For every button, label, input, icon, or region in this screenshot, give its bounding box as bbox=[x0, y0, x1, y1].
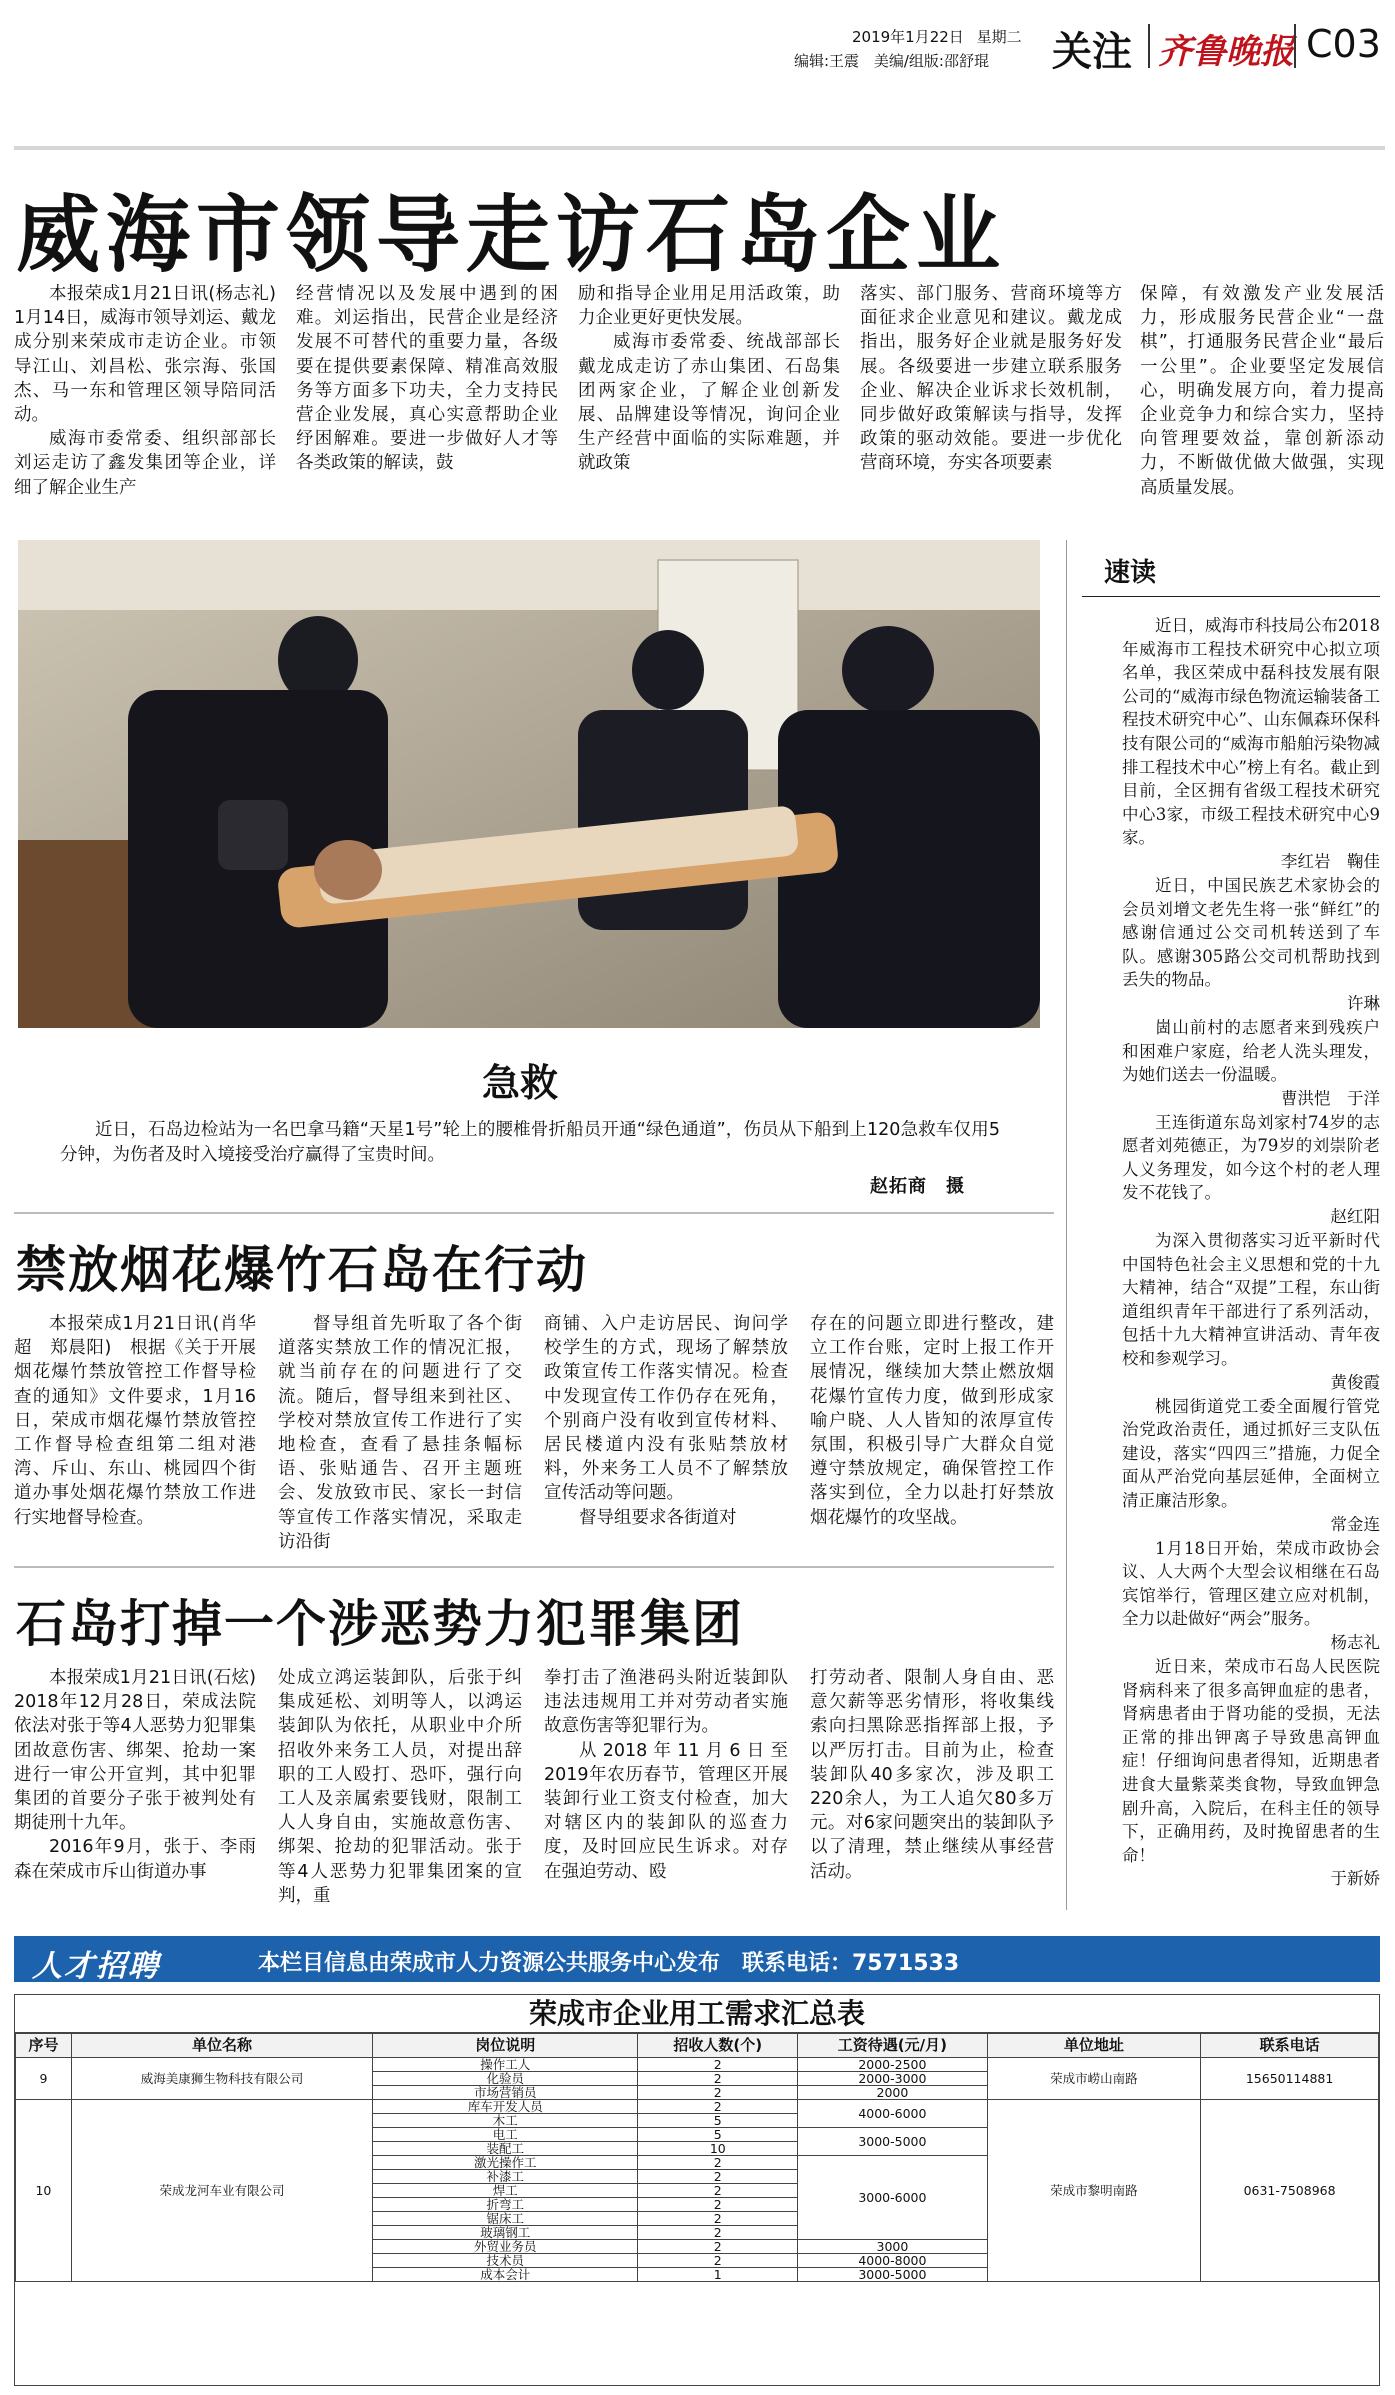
cell-post: 木工 bbox=[373, 2114, 638, 2128]
quick-read-item-byline: 黄俊霞 bbox=[1330, 1372, 1380, 1392]
cell-pay: 2000-2500 bbox=[798, 2058, 988, 2072]
col-header-address: 单位地址 bbox=[987, 2034, 1200, 2058]
cell-phone: 0631-7508968 bbox=[1201, 2100, 1379, 2282]
page-number: C03 bbox=[1306, 22, 1381, 66]
main-headline: 威海市领导走访石岛企业 bbox=[16, 186, 1007, 284]
cell-count: 5 bbox=[638, 2128, 798, 2142]
cell-pay: 3000 bbox=[798, 2240, 988, 2254]
quick-read-item bbox=[1122, 1111, 1380, 1229]
quick-read-title: 速读 bbox=[1104, 558, 1157, 588]
cell-pay: 4000-6000 bbox=[798, 2100, 988, 2128]
quick-read-item-byline: 常金连 bbox=[1330, 1514, 1380, 1534]
cell-post: 激光操作工 bbox=[373, 2156, 638, 2170]
cell-post: 技术员 bbox=[373, 2254, 638, 2268]
cell-count: 2 bbox=[638, 2184, 798, 2198]
quick-read-item-text: 崮山前村的志愿者来到残疾户和困难户家庭，给老人洗头理发，为她们送去一份温暖。 bbox=[1122, 1017, 1380, 1085]
story2-top-rule bbox=[14, 1212, 1054, 1214]
cell-pay: 2000-3000 bbox=[798, 2072, 988, 2086]
cell-phone: 15650114881 bbox=[1201, 2058, 1379, 2100]
quick-read-item bbox=[1122, 1016, 1380, 1111]
quick-read-item bbox=[1122, 1395, 1380, 1537]
photo-credit: 赵拓商 摄 bbox=[870, 1176, 965, 1197]
main-col3-p2: 威海市委常委、统战部部长戴龙成走访了赤山集团、石岛集团两家企业，了解企业创新发展、品牌建设等情况，询问企业生产经营中面临的实际难题，并就政策 bbox=[578, 332, 840, 474]
quick-read-item-byline: 曹洪恺 于洋 bbox=[1281, 1088, 1380, 1108]
cell-count: 2 bbox=[638, 2072, 798, 2086]
rescue-photo-illustration bbox=[18, 540, 1040, 1028]
story3-col1-p2: 2016年9月，张于、李雨森在荣成市斥山街道办事 bbox=[14, 1837, 256, 1882]
story3-col1-p1: 本报荣成1月21日讯(石炫) 2018年12月28日，荣成法院依法对张于等4人恶势力犯罪集团故意伤害、绑架、抢劫一案进行一审公开宣判，其中犯罪集团的首要分子张于被判处有期徒刑十九年。 bbox=[14, 1668, 274, 1834]
cell-count: 5 bbox=[638, 2114, 798, 2128]
main-col1-p2: 威海市委常委、组织部部长刘运走访了鑫发集团等企业，详细了解企业生产 bbox=[14, 429, 276, 498]
story3-col-2: 处成立鸿运装卸队，后张于纠集成延松、刘明等人，以鸿运装卸队为依托，从职业中介所招收外来务工人员，对提出辞职的工人殴打、恐吓，强行向工人及亲属索要钱财，限制工人人身自由，实施故意伤害、绑架、抢劫的犯罪活动。张于等4人恶势力犯罪集团案的宣判，重 bbox=[278, 1668, 522, 1906]
cell-company: 荣成龙河车业有限公司 bbox=[71, 2100, 372, 2282]
cell-pay: 2000 bbox=[798, 2086, 988, 2100]
designer-text: 美编/组版:邵舒琨 bbox=[873, 52, 989, 70]
quick-read-item-byline: 李红岩 鞠佳 bbox=[1281, 851, 1380, 871]
story3-col-3 bbox=[544, 1666, 788, 1884]
col-header-post: 岗位说明 bbox=[373, 2034, 638, 2058]
col-header-company: 单位名称 bbox=[71, 2034, 372, 2058]
story3-top-rule bbox=[14, 1566, 1054, 1568]
story2-col-2: 督导组首先听取了各个街道落实禁放工作的情况汇报，就当前存在的问题进行了交流。随后，督导组来到社区、学校对禁放宣传工作进行了实地检查，查看了悬挂条幅标语、张贴通告、召开主题班会、发放致市民、家长一封信等宣传工作落实情况，采取走访沿街 bbox=[278, 1314, 522, 1552]
col-header-phone: 联系电话 bbox=[1201, 2034, 1379, 2058]
main-col-4: 落实、部门服务、营商环境等方面征求企业意见和建议。戴龙成指出，服务好企业就是服务好发展。各级要进一步建立联系服务企业、解决企业诉求长效机制，同步做好政策解读与指导，发挥政策的驱动效能。要进一步优化营商环境，夯实各项要素 bbox=[860, 284, 1122, 474]
quick-read-item-text: 王连街道东岛刘家村74岁的志愿者刘苑德正，为79岁的刘崇阶老人义务理发，如今这个村的老人理发不花钱了。 bbox=[1122, 1112, 1380, 1203]
recruit-table bbox=[15, 2033, 1379, 2282]
cell-post: 成本会计 bbox=[373, 2268, 638, 2282]
main-col-3 bbox=[578, 282, 840, 476]
cell-count: 2 bbox=[638, 2226, 798, 2240]
editor-text: 编辑:王震 bbox=[794, 52, 860, 70]
recruit-table-title: 荣成市企业用工需求汇总表 bbox=[15, 1995, 1379, 2033]
cell-count: 1 bbox=[638, 2268, 798, 2282]
cell-post: 外贸业务员 bbox=[373, 2240, 638, 2254]
quick-read-title-rule bbox=[1082, 596, 1380, 597]
newspaper-logo: 齐鲁晚报 bbox=[1158, 32, 1294, 72]
quick-read-item-text: 桃园街道党工委全面履行管党治党政治责任，通过抓好三支队伍建设，落实“四四三”措施，力促全面从严治党向基层延伸，全面树立清正廉洁形象。 bbox=[1122, 1396, 1380, 1510]
masthead bbox=[14, 10, 1385, 80]
quick-read-item bbox=[1122, 614, 1380, 874]
recruit-table-header-row bbox=[16, 2034, 1379, 2058]
cell-post: 化验员 bbox=[373, 2072, 638, 2086]
cell-post: 补漆工 bbox=[373, 2170, 638, 2184]
cell-address: 荣成市黎明南路 bbox=[987, 2100, 1200, 2282]
recruit-banner-logo: 人才招聘 bbox=[32, 1949, 160, 1984]
editor-credits bbox=[794, 50, 989, 71]
quick-read-item-byline: 于新娇 bbox=[1330, 1869, 1380, 1889]
quick-read-item-byline: 杨志礼 bbox=[1330, 1632, 1380, 1652]
main-col-5: 保障，有效激发产业发展活力，形成服务民营企业“一盘棋”，打通服务民营企业“最后一公里”。企业要坚定发展信心，明确发展方向，着力提高企业竞争力和综合实力，坚持向管理要效益，靠创新添动力，不断做优做大做强，实现高质量发展。 bbox=[1140, 284, 1384, 498]
quick-read-item bbox=[1122, 1229, 1380, 1395]
quick-read-list bbox=[1122, 614, 1380, 1891]
story2-col-4: 存在的问题立即进行整改，建立工作台账，定时上报工作开展情况，继续加大禁止燃放烟花爆竹宣传力度，做到形成家喻户晓、人人皆知的浓厚宣传氛围，积极引导广大群众自觉遵守禁放规定，确保管控工作落实到位，全力以赴打好禁放烟花爆竹的攻坚战。 bbox=[810, 1314, 1054, 1528]
cell-company: 威海美康狮生物科技有限公司 bbox=[71, 2058, 372, 2100]
cell-post: 折弯工 bbox=[373, 2198, 638, 2212]
cell-post: 装配工 bbox=[373, 2142, 638, 2156]
quick-read-item-text: 近日，威海市科技局公布2018年威海市工程技术研究中心拟立项名单，我区荣成中磊科技发展有限公司的“威海市绿色物流运输装备工程技术研究中心”、山东佩森环保科技有限公司的“威海市船舶污染物减排工程技术中心”榜上有名。截止到目前，全区拥有省级工程技术研究中心3家，市级工程技术研究中心9家。 bbox=[1122, 616, 1380, 848]
quick-read-item bbox=[1122, 1537, 1380, 1655]
col-header-pay: 工资待遇(元/月) bbox=[798, 2034, 988, 2058]
divider-bar-2 bbox=[1294, 24, 1296, 68]
cell-post: 玻璃钢工 bbox=[373, 2226, 638, 2240]
cell-no: 9 bbox=[16, 2058, 72, 2100]
table-row bbox=[16, 2058, 1379, 2072]
story3-col-4: 打劳动者、限制人身自由、恶意欠薪等恶劣情形，将收集线索向扫黑除恶指挥部上报，予以严厉打击。目前为止，检查装卸队40多家次，涉及职工220余人，为工人追欠80多万元。对6家问题突出的装卸队予以了清理，禁止继续从事经营活动。 bbox=[810, 1668, 1054, 1882]
sidebar-divider bbox=[1066, 540, 1067, 1910]
rescue-photo bbox=[18, 540, 1040, 1028]
cell-pay: 3000-6000 bbox=[798, 2156, 988, 2240]
recruit-banner bbox=[14, 1936, 1380, 1982]
main-story-body bbox=[14, 282, 1384, 522]
quick-read-item-byline: 赵红阳 bbox=[1330, 1207, 1380, 1227]
cell-post: 市场营销员 bbox=[373, 2086, 638, 2100]
cell-count: 2 bbox=[638, 2198, 798, 2212]
cell-count: 2 bbox=[638, 2086, 798, 2100]
date-text: 2019年1月22日 bbox=[852, 28, 964, 46]
table-row bbox=[16, 2100, 1379, 2114]
cell-count: 2 bbox=[638, 2254, 798, 2268]
story2-headline: 禁放烟花爆竹石岛在行动 bbox=[16, 1241, 588, 1299]
cell-post: 电工 bbox=[373, 2128, 638, 2142]
cell-post: 库车开发人员 bbox=[373, 2100, 638, 2114]
cell-count: 10 bbox=[638, 2142, 798, 2156]
photo-caption-title: 急救 bbox=[482, 1061, 559, 1105]
col-header-count: 招收人数(个) bbox=[638, 2034, 798, 2058]
cell-count: 2 bbox=[638, 2156, 798, 2170]
quick-read-item bbox=[1122, 874, 1380, 1016]
quick-read-item bbox=[1122, 1655, 1380, 1891]
story3-col3-p2: 从2018年11月6日至2019年农历春节，管理区开展装卸行业工资支付检查，加大对辖区内的装卸队的巡查力度，及时回应民生诉求。对存在强迫劳动、殴 bbox=[544, 1740, 788, 1882]
quick-read-item-text: 为深入贯彻落实习近平新时代中国特色社会主义思想和党的十九大精神，结合“双提”工程，东山街道组织青年干部进行了系列活动，包括十九大精神宣讲活动、青年夜校和参观学习。 bbox=[1122, 1231, 1380, 1369]
story3-col-1 bbox=[14, 1666, 274, 1884]
cell-address: 荣成市崂山南路 bbox=[987, 2058, 1200, 2100]
quick-read-column bbox=[1082, 540, 1380, 1920]
cell-pay: 4000-8000 bbox=[798, 2254, 988, 2268]
cell-count: 2 bbox=[638, 2100, 798, 2114]
quick-read-item-text: 近日，中国民族艺术家协会的会员刘增文老先生将一张“鲜红”的感谢信通过公交司机转送到了车队。感谢305路公交司机帮助找到丢失的物品。 bbox=[1122, 875, 1380, 990]
weekday-text: 星期二 bbox=[976, 28, 1022, 46]
issue-date bbox=[852, 26, 1022, 47]
story3-body bbox=[14, 1666, 1054, 1916]
cell-post: 锯床工 bbox=[373, 2212, 638, 2226]
story3-headline: 石岛打掉一个涉恶势力犯罪集团 bbox=[16, 1595, 744, 1653]
main-col-1 bbox=[14, 282, 276, 500]
header-rule bbox=[14, 146, 1385, 150]
cell-count: 2 bbox=[638, 2212, 798, 2226]
cell-no: 10 bbox=[16, 2100, 72, 2282]
recruit-table-box bbox=[14, 1994, 1380, 2386]
cell-post: 操作工人 bbox=[373, 2058, 638, 2072]
cell-count: 2 bbox=[638, 2058, 798, 2072]
story2-col3-p2: 督导组要求各街道对 bbox=[579, 1507, 737, 1528]
main-col1-p1: 本报荣成1月21日讯(杨志礼) 1月14日，威海市领导刘运、戴龙成分别来荣成市走访企业。市领导江山、刘昌松、张宗海、张国杰、马一东和管理区领导陪同活动。 bbox=[14, 284, 276, 426]
story2-col-1: 本报荣成1月21日讯(肖华超 郑晨阳) 根据《关于开展烟花爆竹禁放管控工作督导检查的通知》文件要求，1月16日，荣成市烟花爆竹禁放管控工作督导检查组第二组对港湾、斥山、东山、桃园四个街道办事处烟花爆竹禁放工作进行实地督导检查。 bbox=[14, 1314, 256, 1528]
cell-pay: 3000-5000 bbox=[798, 2268, 988, 2282]
story2-col3-p1: 商铺、入户走访居民、询问学校学生的方式，现场了解禁放政策宣传工作落实情况。检查中发现宣传工作仍存在死角，个别商户没有收到宣传材料、居民楼道内没有张贴禁放材料，外来务工人员不了解禁放宣传活动等问题。 bbox=[544, 1314, 788, 1504]
story3-col3-p1: 拳打击了渔港码头附近装卸队违法违规用工并对劳动者实施故意伤害等犯罪行为。 bbox=[544, 1668, 788, 1737]
section-label: 关注 bbox=[1052, 29, 1132, 75]
quick-read-item-byline: 许琳 bbox=[1347, 993, 1380, 1013]
cell-count: 2 bbox=[638, 2240, 798, 2254]
recruit-banner-text: 本栏目信息由荣成市人力资源公共服务中心发布 联系电话：7571533 bbox=[258, 1951, 960, 1976]
quick-read-item-text: 1月18日开始，荣成市政协会议、人大两个大型会议相继在石岛宾馆举行，管理区建立应对机制，全力以赴做好“两会”服务。 bbox=[1122, 1538, 1380, 1629]
main-col-2: 经营情况以及发展中遇到的困难。刘运指出，民营企业是经济发展不可替代的重要力量，各级要在提供要素保障、精准高效服务等方面多下功夫，全力支持民营企业发展，真心实意帮助企业纾困解难。要进一步做好人才等各类政策的解读，鼓 bbox=[296, 284, 558, 474]
story2-body bbox=[14, 1312, 1054, 1572]
divider-bar bbox=[1148, 24, 1150, 68]
photo-caption: 近日，石岛边检站为一名巴拿马籍“天星1号”轮上的腰椎骨折船员开通“绿色通道”，伤员从下船到上120急救车仅用5分钟，为伤者及时入境接受治疗赢得了宝贵时间。 bbox=[60, 1120, 1000, 1165]
story2-col-3 bbox=[544, 1312, 788, 1530]
cell-post: 焊工 bbox=[373, 2184, 638, 2198]
cell-count: 2 bbox=[638, 2170, 798, 2184]
main-col3-p1: 励和指导企业用足用活政策，助力企业更好更快发展。 bbox=[578, 284, 840, 329]
quick-read-item-text: 近日来，荣成市石岛人民医院肾病科来了很多高钾血症的患者，肾病患者由于肾功能的受损，无法正常的排出钾离子导致患高钾血症！仔细询问患者得知，近期患者进食大量紫菜类食物，导致血钾急剧升高，入院后，在科主任的领导下，正确用药，及时挽留患者的生命！ bbox=[1122, 1656, 1380, 1865]
cell-pay: 3000-5000 bbox=[798, 2128, 988, 2156]
col-header-no: 序号 bbox=[16, 2034, 72, 2058]
